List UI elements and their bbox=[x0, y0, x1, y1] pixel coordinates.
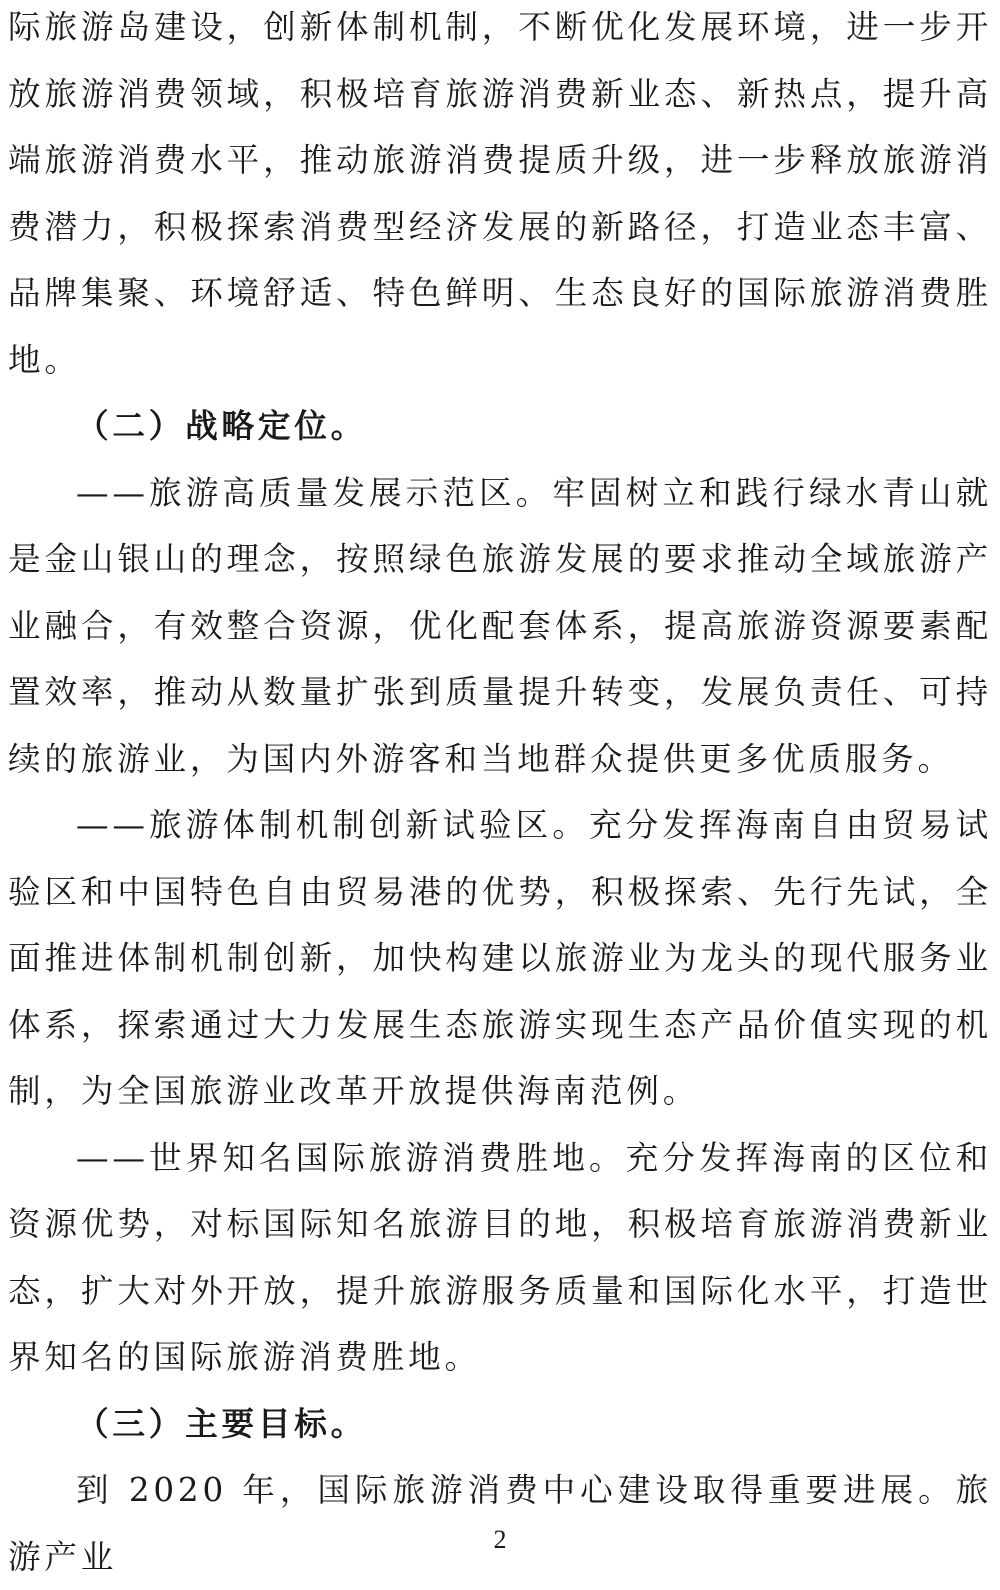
document-body bbox=[8, 0, 992, 1590]
paragraph-consumption-destination: ——世界知名国际旅游消费胜地。充分发挥海南的区位和资源优势，对标国际知名旅游目的地，积极培育旅游消费新业态，扩大对外开放，提升旅游服务质量和国际化水平，打造世界知名的国际旅游消费胜地。 bbox=[8, 1138, 992, 1376]
paragraph-intro-continuation: 际旅游岛建设，创新体制机制，不断优化发展环境，进一步开放旅游消费领域，积极培育旅游消费新业态、新热点，提升高端旅游消费水平，推动旅游消费提质升级，进一步释放旅游消费潜力，积极探索消费型经济发展的新路径，打造业态丰富、品牌集聚、环境舒适、特色鲜明、生态良好的国际旅游消费胜地。 bbox=[8, 8, 992, 379]
section-heading-strategic-positioning: （二）战略定位。 bbox=[76, 407, 368, 445]
paragraph-pilot-zone: ——旅游体制机制创新试验区。充分发挥海南自由贸易试验区和中国特色自由贸易港的优势，积极探索、先行先试，全面推进体制机制创新，加快构建以旅游业为龙头的现代服务业体系，探索通过大力发展生态旅游实现生态产品价值实现的机制，为全国旅游业改革开放提供海南范例。 bbox=[8, 806, 992, 1110]
page-number: 2 bbox=[493, 1525, 507, 1554]
paragraph-demonstration-zone: ——旅游高质量发展示范区。牢固树立和践行绿水青山就是金山银山的理念，按照绿色旅游发展的要求推动全域旅游产业融合，有效整合资源，优化配套体系，提高旅游资源要素配置效率，推动从数量扩张到质量提升转变，发展负责任、可持续的旅游业，为国内外游客和当地群众提供更多优质服务。 bbox=[8, 473, 992, 778]
paragraph-2020-goal: 到 2020 年，国际旅游消费中心建设取得重要进展。旅游产业 bbox=[8, 1471, 992, 1576]
section-heading-main-goals: （三）主要目标。 bbox=[76, 1404, 368, 1443]
